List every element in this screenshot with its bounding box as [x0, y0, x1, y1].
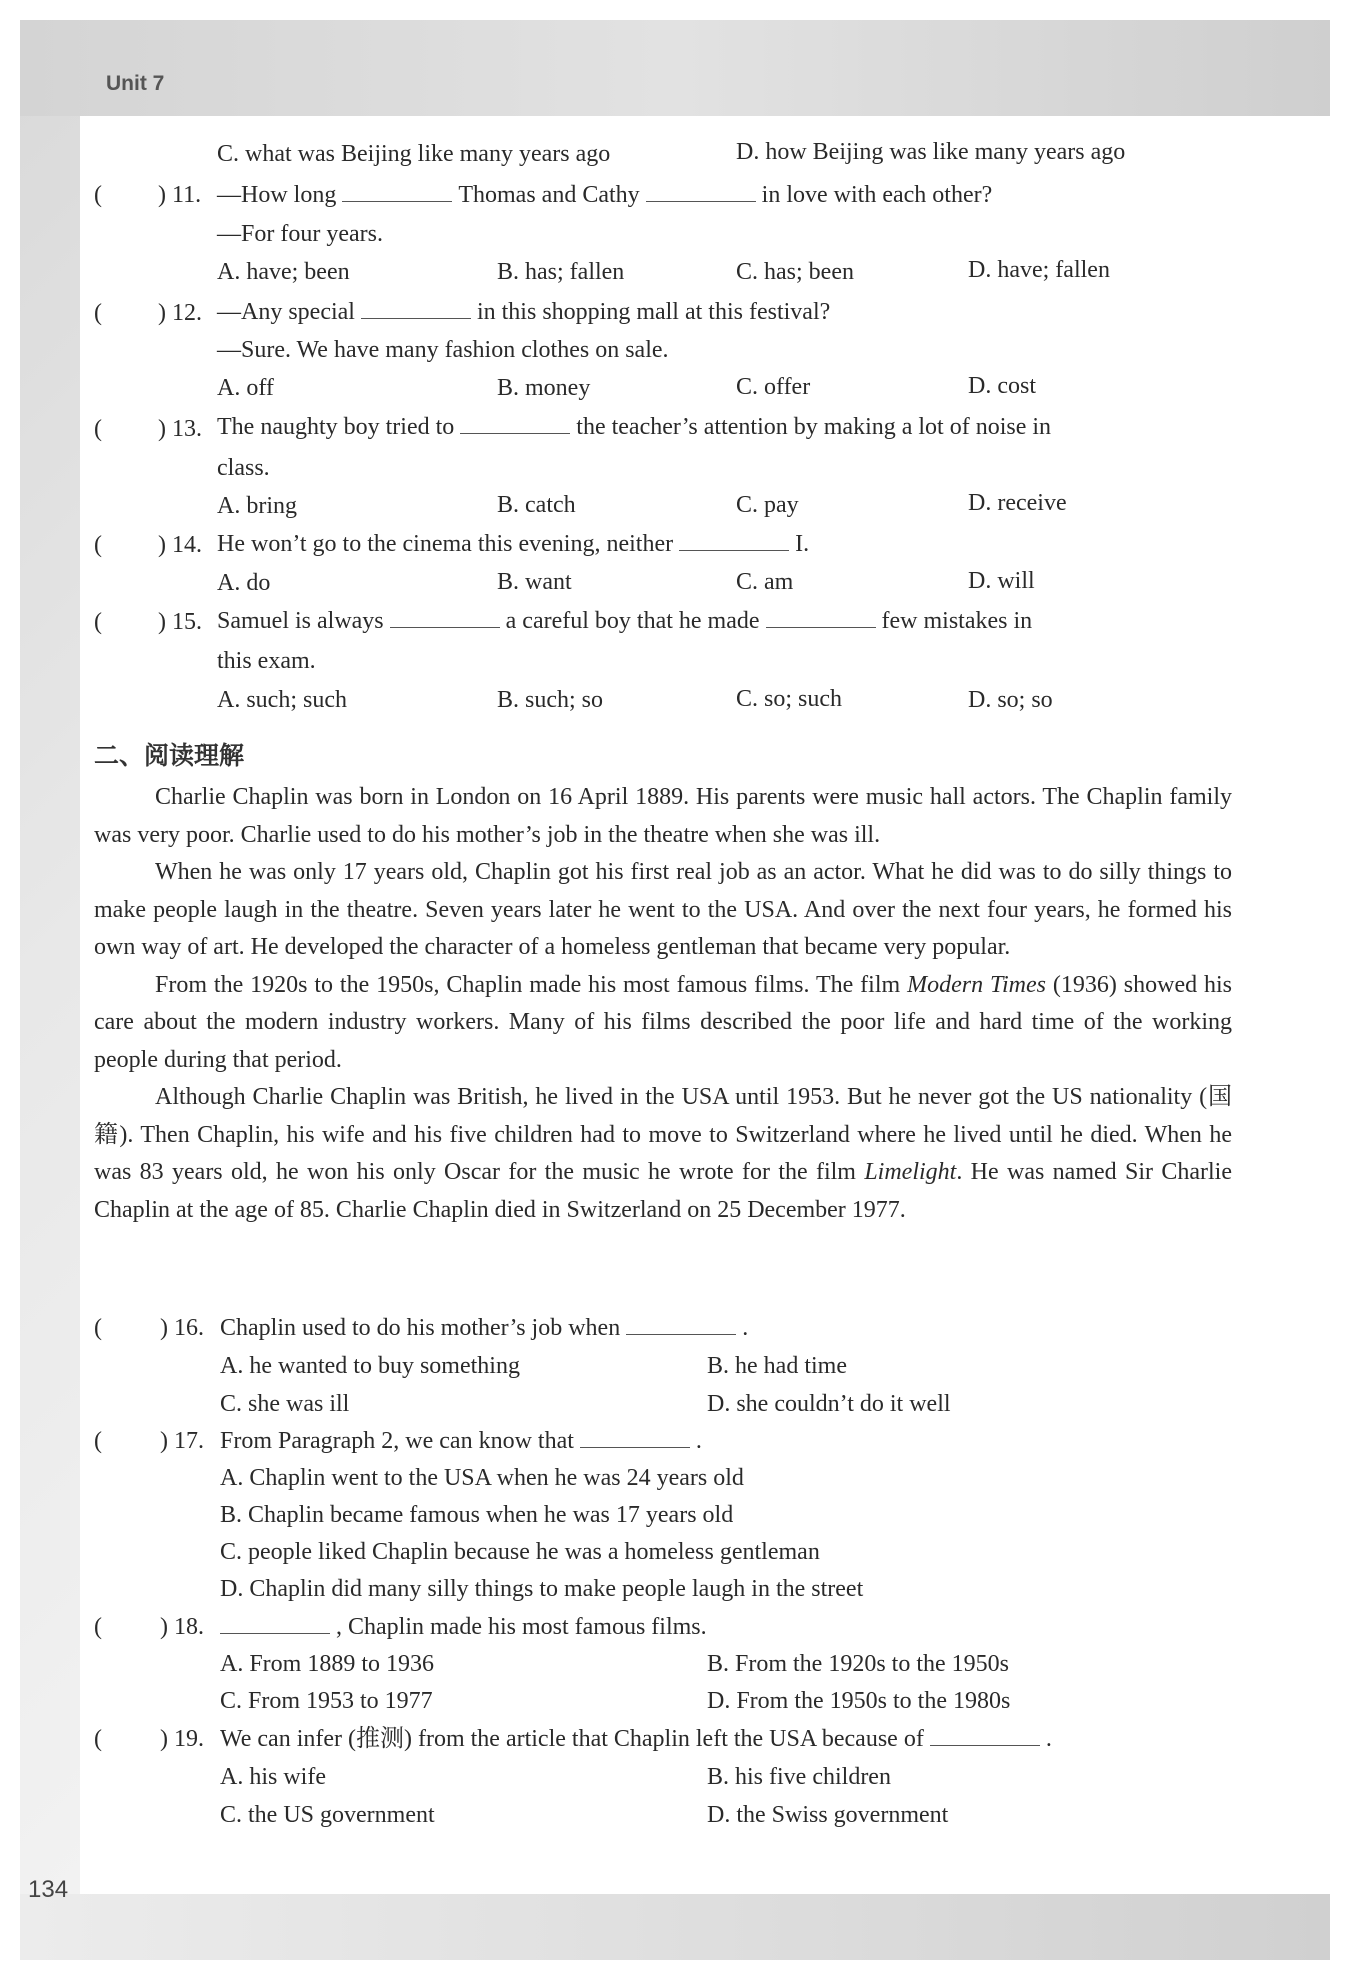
answer-blank[interactable] — [390, 607, 500, 628]
question-number: ) 11. — [158, 182, 202, 208]
answer-blank[interactable] — [220, 1613, 330, 1634]
footer-band — [20, 1894, 1330, 1960]
answer-paren-open: ( — [94, 182, 102, 208]
option-d: D. the Swiss government — [707, 1802, 949, 1828]
option-b: B. such; so — [497, 687, 604, 713]
question-number: ) 18. — [160, 1614, 204, 1640]
film-title: Limelight — [864, 1159, 957, 1185]
answer-paren-open: ( — [94, 1614, 102, 1640]
option-c: C. people liked Chaplin because he was a homeless gentleman — [220, 1539, 820, 1565]
header-band — [20, 20, 1330, 116]
option-a: A. his wife — [220, 1764, 326, 1790]
answer-blank[interactable] — [679, 530, 789, 551]
answer-paren-open: ( — [94, 1315, 102, 1341]
option-d: D. receive — [968, 490, 1067, 516]
option-a: A. such; such — [217, 687, 347, 713]
question-stem: The naughty boy tried to the teacher’s attention by making a lot of noise in — [217, 414, 1052, 440]
section-title: 二、阅读理解 — [94, 741, 245, 770]
option-c: C. From 1953 to 1977 — [220, 1688, 433, 1714]
question-stem: —Any special in this shopping mall at this festival? — [217, 299, 831, 325]
option-c: C. offer — [736, 374, 811, 400]
answer-blank[interactable] — [766, 607, 876, 628]
page-number: 134 — [28, 1876, 69, 1903]
option-c: C. pay — [736, 492, 799, 518]
passage-paragraph-3: From the 1920s to the 1950s, Chaplin made his most famous films. The film Modern Times (1936) showed his care about the modern industry workers. Many of his films described the poor life and hard time of the working people during that period. — [94, 971, 1233, 1073]
option-c: C. has; been — [736, 259, 854, 285]
film-title: Modern Times — [907, 971, 1046, 998]
question-stem: From Paragraph 2, we can know that . — [220, 1428, 702, 1454]
option-a: A. have; been — [217, 259, 350, 285]
question-number: ) 19. — [160, 1726, 204, 1752]
question-extra: —Sure. We have many fashion clothes on sale. — [217, 337, 669, 363]
q10-option-c: C. what was Beijing like many years ago — [217, 141, 611, 167]
answer-paren-open: ( — [94, 416, 102, 442]
question-stem: —How long Thomas and Cathy in love with each other? — [217, 182, 993, 208]
passage-paragraph-1: Charlie Chaplin was born in London on 16 April 1889. His parents were music hall actors. The Chaplin family was very poor. Charlie used to do his mother’s job in the theatre when she was ill. — [94, 784, 1232, 848]
unit-label: Unit 7 — [106, 72, 165, 95]
answer-blank[interactable] — [361, 298, 471, 319]
option-b: B. money — [497, 375, 591, 401]
answer-paren-open: ( — [94, 532, 102, 558]
answer-paren-open: ( — [94, 1428, 102, 1454]
option-d: D. cost — [968, 373, 1036, 399]
option-d: D. she couldn’t do it well — [707, 1391, 951, 1417]
option-d: D. so; so — [968, 687, 1053, 713]
q10-option-d: D. how Beijing was like many years ago — [736, 139, 1126, 165]
question-number: ) 14. — [158, 532, 202, 558]
option-a: A. he wanted to buy something — [220, 1353, 520, 1379]
answer-blank[interactable] — [580, 1427, 690, 1448]
passage-paragraph-4: Although Charlie Chaplin was British, he lived in the USA until 1953. But he never got the US nationality (国籍). Then Chaplin, his wife and his five children had to move to Switzerland where he lived until he died. When he was 83 years old, he won his only Oscar for the music he wrote for the film Limelight. He was named Sir Charlie Chaplin at the age of 85. Charlie Chaplin died in Switzerland on 25 December 1977. — [94, 1084, 1232, 1223]
answer-paren-open: ( — [94, 609, 102, 635]
answer-blank[interactable] — [342, 181, 452, 202]
answer-blank[interactable] — [930, 1725, 1040, 1746]
option-c: C. the US government — [220, 1802, 435, 1828]
question-stem: Samuel is always a careful boy that he made few mistakes in — [217, 608, 1033, 634]
option-d: D. Chaplin did many silly things to make people laugh in the street — [220, 1576, 864, 1602]
question-extra: this exam. — [217, 648, 316, 674]
option-c: C. am — [736, 569, 794, 595]
question-stem: We can infer (推测) from the article that Chaplin left the USA because of . — [220, 1726, 1052, 1752]
answer-blank[interactable] — [460, 413, 570, 434]
question-number: ) 16. — [160, 1315, 204, 1341]
option-c: C. so; such — [736, 686, 843, 712]
answer-paren-open: ( — [94, 1726, 102, 1752]
option-a: A. do — [217, 570, 271, 596]
question-stem: , Chaplin made his most famous films. — [214, 1612, 707, 1642]
answer-blank[interactable] — [626, 1314, 736, 1335]
option-b: B. catch — [497, 492, 576, 518]
option-b: B. Chaplin became famous when he was 17 years old — [220, 1502, 734, 1528]
option-b: B. From the 1920s to the 1950s — [707, 1651, 1010, 1677]
question-stem: Chaplin used to do his mother’s job when . — [220, 1315, 749, 1341]
option-b: B. has; fallen — [497, 259, 625, 285]
reading-passage — [94, 779, 1232, 1229]
option-c: C. she was ill — [220, 1391, 350, 1417]
option-b: B. want — [497, 569, 572, 595]
option-a: A. Chaplin went to the USA when he was 24 years old — [220, 1465, 744, 1491]
answer-paren-open: ( — [94, 300, 102, 326]
question-stem: He won’t go to the cinema this evening, neither I. — [217, 531, 810, 557]
question-number: ) 12. — [158, 300, 202, 326]
option-a: A. off — [217, 375, 274, 401]
question-extra: —For four years. — [217, 221, 383, 247]
option-d: D. From the 1950s to the 1980s — [707, 1688, 1011, 1714]
option-d: D. will — [968, 568, 1035, 594]
option-b: B. his five children — [707, 1764, 891, 1790]
option-a: A. From 1889 to 1936 — [220, 1651, 435, 1677]
option-a: A. bring — [217, 493, 297, 519]
answer-blank[interactable] — [646, 181, 756, 202]
question-extra: class. — [217, 455, 270, 481]
question-number: ) 15. — [158, 609, 202, 635]
option-d: D. have; fallen — [968, 257, 1110, 283]
passage-paragraph-2: When he was only 17 years old, Chaplin got his first real job as an actor. What he did was to do silly things to make people laugh in the theatre. Seven years later he went to the USA. And over the next four years, he formed his own way of art. He developed the character of a homeless gentleman that became very popular. — [94, 859, 1232, 960]
question-number: ) 17. — [160, 1428, 204, 1454]
option-b: B. he had time — [707, 1353, 847, 1379]
question-number: ) 13. — [158, 416, 202, 442]
